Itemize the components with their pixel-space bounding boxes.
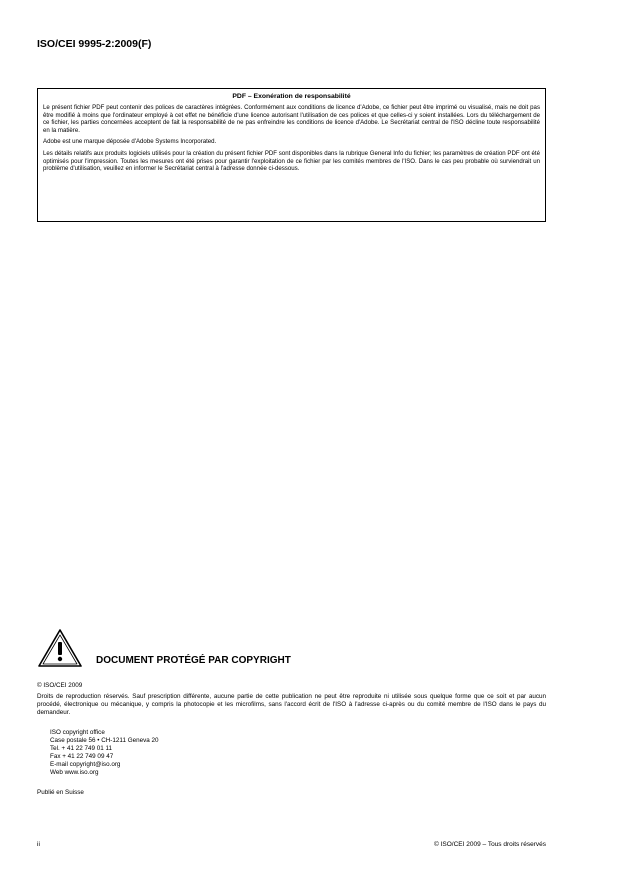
address-line: Fax + 41 22 749 09 47 [50, 753, 114, 760]
disclaimer-paragraph: Le présent fichier PDF peut contenir des polices de caractères intégrées. Conformément aux conditions de licence d'Adobe, ce fichier peut être imprimé ou visualisé, mais ne doit pas être modifié à moins que l'ordinateur employé à cet effet ne bénéficie d'une licence autorisant l'utilisation de ces polices et que celles-ci y soient installées. Lors du téléchargement de ce fichier, les parties concernées acceptent de fait la responsabilité de ne pas enfreindre les conditions de licence d'Adobe. Le Secrétariat central de l'ISO décline toute responsabilité en la matière. [43, 104, 540, 134]
address-line: E-mail copyright@iso.org [50, 761, 121, 768]
disclaimer-paragraph: Adobe est une marque déposée d'Adobe Systems Incorporated. [43, 138, 217, 146]
published-location: Publié en Suisse [37, 789, 84, 796]
disclaimer-title: PDF – Exonération de responsabilité [232, 93, 351, 100]
document-reference: ISO/CEI 9995-2:2009(F) [37, 38, 152, 50]
address-line: Web www.iso.org [50, 769, 99, 776]
address-line: Case postale 56 • CH-1211 Geneva 20 [50, 737, 159, 744]
copyright-line: © ISO/CEI 2009 [37, 682, 83, 689]
page-number: ii [37, 841, 40, 848]
copyright-title: DOCUMENT PROTÉGÉ PAR COPYRIGHT [96, 655, 291, 666]
address-line: Tel. + 41 22 749 01 11 [50, 745, 113, 752]
address-line: ISO copyright office [50, 729, 105, 736]
warning-triangle-icon [37, 628, 83, 668]
disclaimer-paragraph: Les détails relatifs aux produits logiciels utilisés pour la création du présent fichier PDF sont disponibles dans la rubrique General Info du fichier; les paramètres de création PDF ont été optimisés pour l'impression. Toutes les mesures ont été prises pour garantir l'exploitation de ce fichier par les comités membres de l'ISO. Dans le cas peu probable où surviendrait un problème d'utilisation, veuillez en informer le Secrétariat central à l'adresse donnée ci-dessous. [43, 149, 540, 173]
rights-statement: Droits de reproduction réservés. Sauf prescription différente, aucune partie de cette publication ne peut être reproduite ni utilisée sous quelque forme que ce soit et par aucun procédé, électronique ou mécanique, y compris la photocopie et les microfilms, sans l'accord écrit de l'ISO à l'adresse ci-après ou du comité membre de l'ISO dans le pays du demandeur. [37, 693, 546, 716]
pdf-disclaimer-box [37, 88, 546, 222]
iso-address [50, 729, 159, 777]
footer-copyright: © ISO/CEI 2009 – Tous droits réservés [434, 841, 546, 848]
